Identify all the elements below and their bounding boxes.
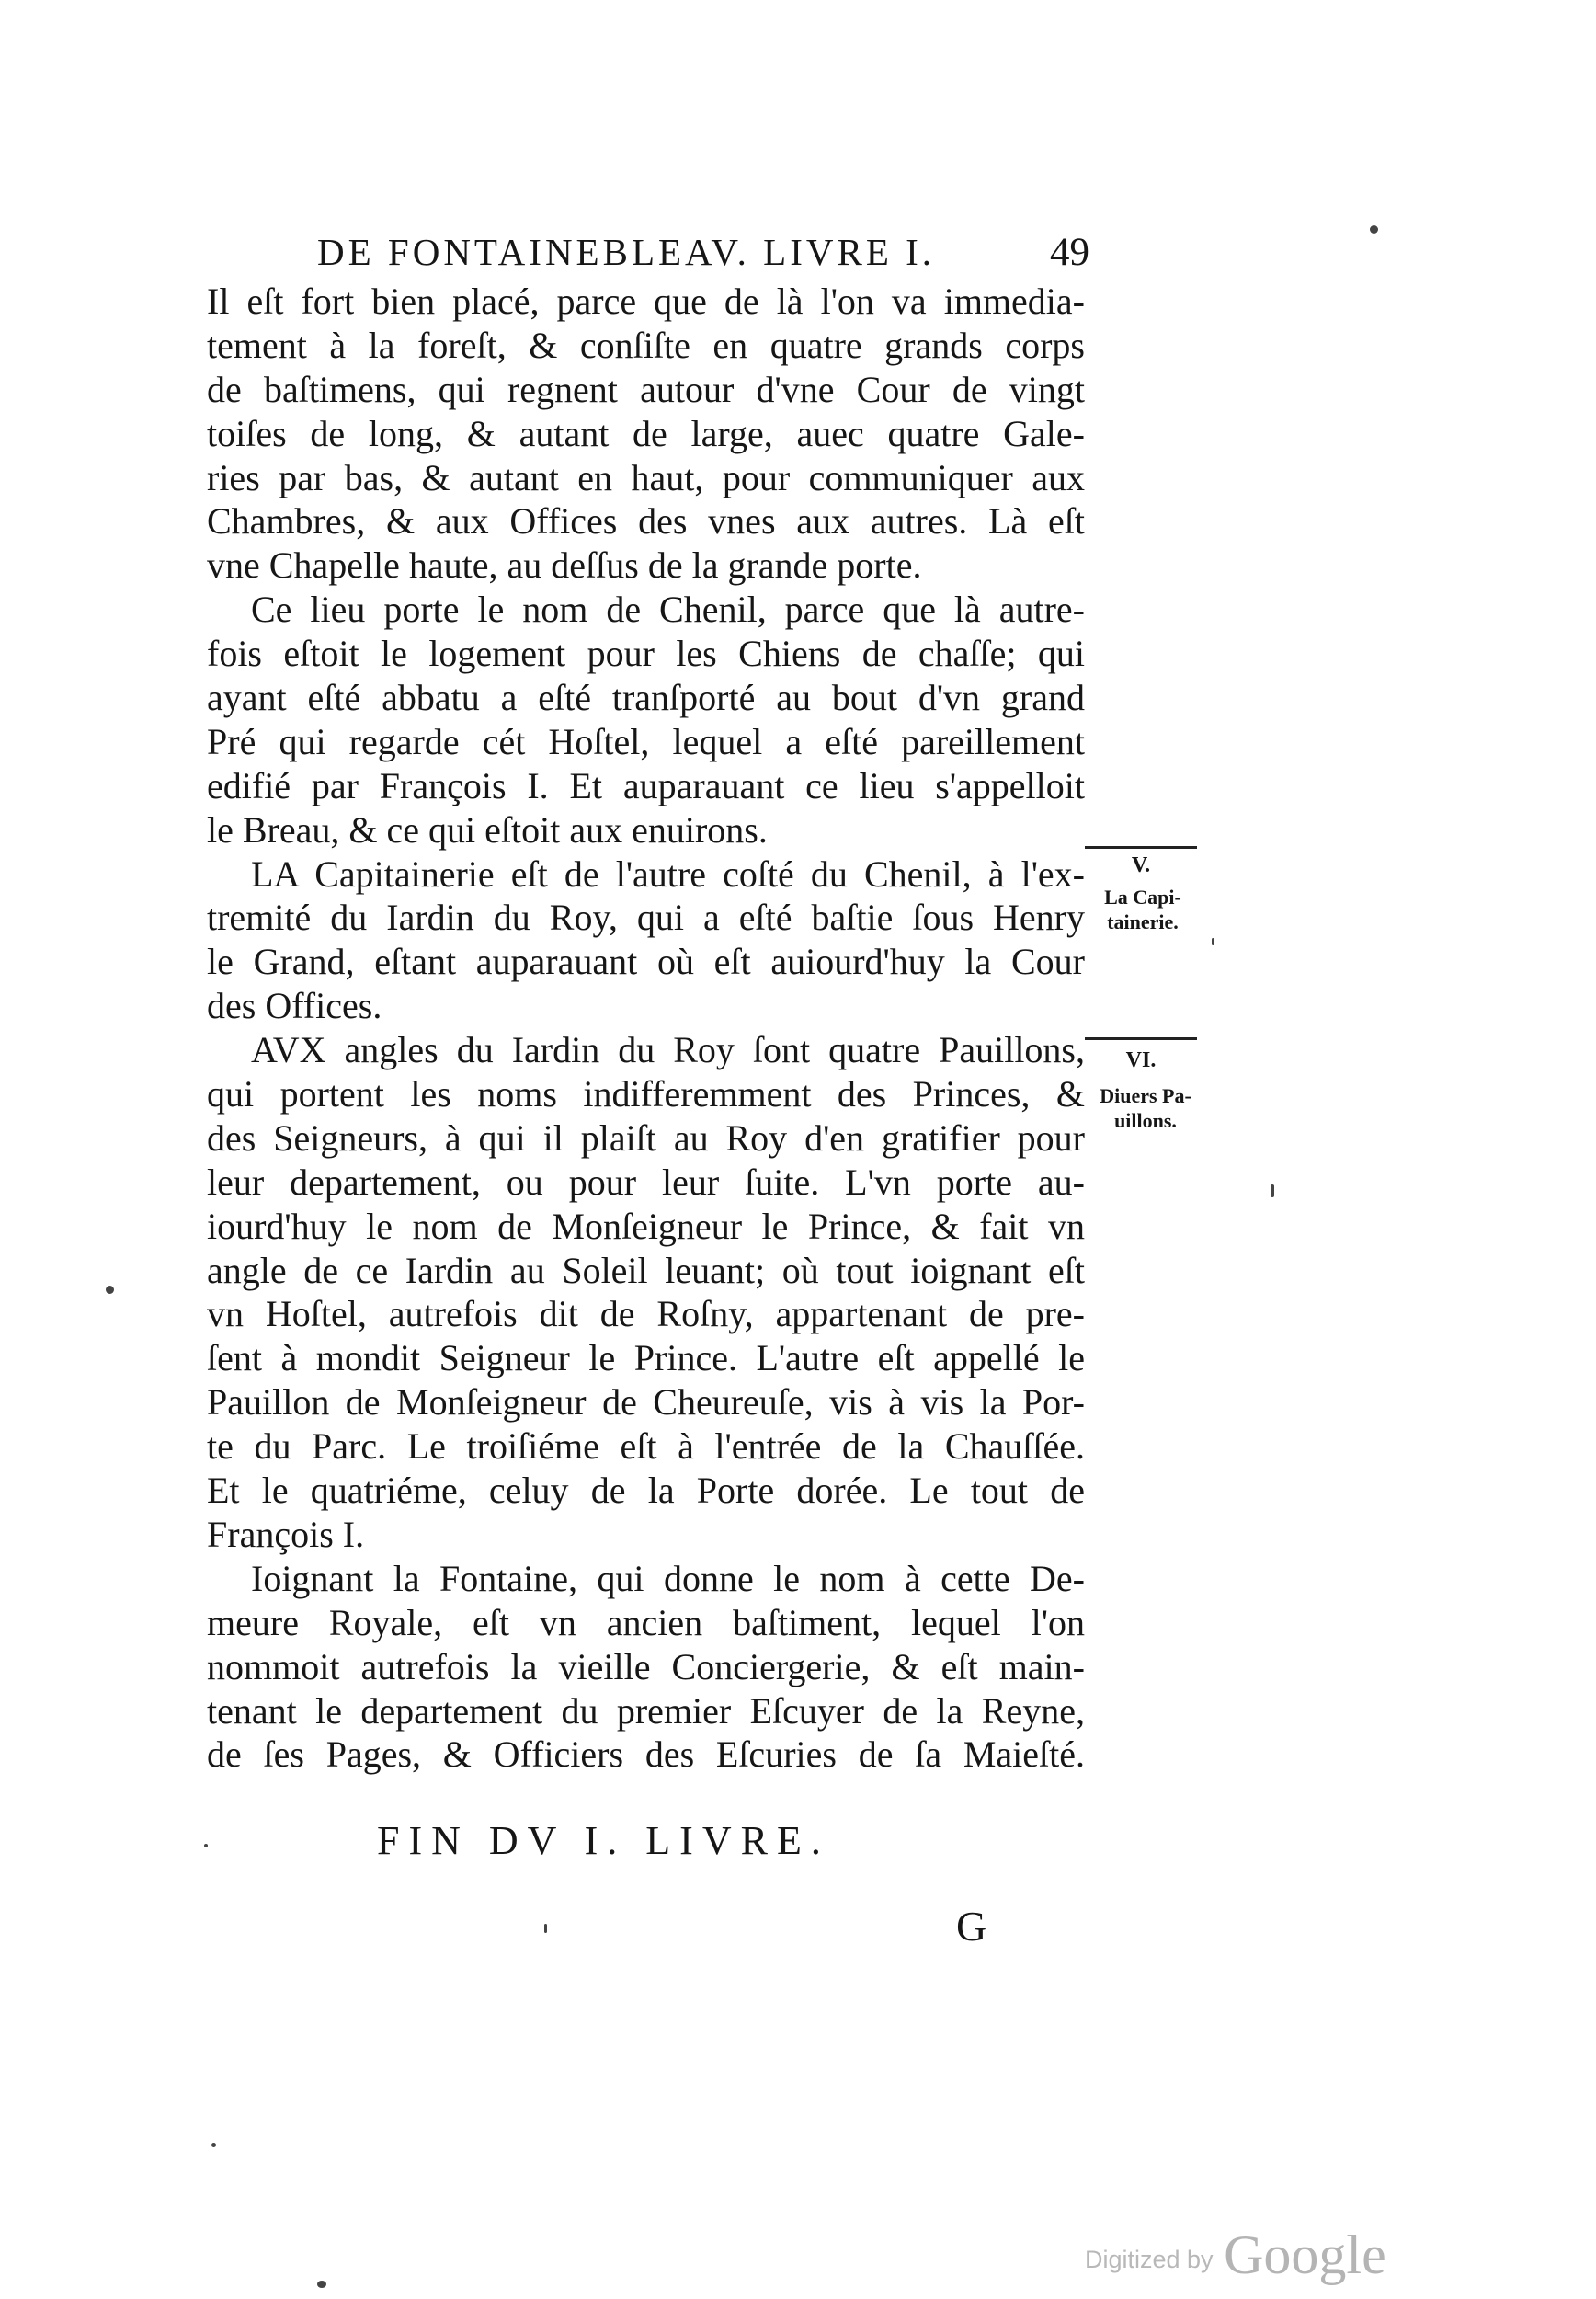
watermark-brand: Google xyxy=(1224,2225,1386,2285)
text-line: François I. xyxy=(207,1513,365,1555)
text-line: des Offices. xyxy=(207,985,382,1027)
text-line: te du Parc. Le troiſiéme eſt à l'entrée de la Chauſſée. xyxy=(207,1425,1085,1468)
margin-rule xyxy=(1085,1037,1197,1040)
text-line: nommoit autrefois la vieille Conciergerie, & eſt main- xyxy=(207,1645,1085,1687)
running-title: DE FONTAINEBLEAV. LIVRE I. xyxy=(317,231,936,273)
text-line: Et le quatriéme, celuy de la Porte dorée. Le tout de xyxy=(207,1470,1085,1512)
text-line: vne Chapelle haute, au deſſus de la grande porte. xyxy=(207,544,922,587)
text-line: Pré qui regarde cét Hoſtel, lequel a eſté pareillement xyxy=(207,720,1085,762)
digitized-watermark xyxy=(1085,2224,1386,2287)
text-line: ſent à mondit Seigneur le Prince. L'autre eſt appellé le xyxy=(207,1337,1085,1379)
text-line: Chambres, & aux Offices des vnes aux autres. Là eſt xyxy=(207,500,1085,543)
margin-note-number: VI. xyxy=(1125,1048,1157,1072)
page-number: 49 xyxy=(1050,231,1089,274)
text-line: meure Royale, eſt vn ancien baſtiment, lequel l'on xyxy=(207,1601,1085,1643)
ink-speck xyxy=(544,1924,547,1933)
text-line: LA Capitainerie eſt de l'autre coſté du Chenil, à l'ex- xyxy=(251,852,1085,895)
body-text xyxy=(207,280,1085,1777)
margin-note-text: Diuers Pa- uillons. xyxy=(1100,1084,1191,1132)
ink-speck xyxy=(106,1286,114,1294)
margin-note-number: V. xyxy=(1131,853,1151,877)
text-line: edifié par François I. Et auparauant ce lieu s'appelloit xyxy=(207,764,1085,806)
ink-speck xyxy=(317,2281,326,2288)
margin-note-text: La Capi- tainerie. xyxy=(1104,886,1181,933)
text-line: qui portent les noms indifferemment des Princes, & xyxy=(207,1073,1085,1115)
text-line: ries par bas, & autant en haut, pour communiquer aux xyxy=(207,456,1085,498)
text-line: angle de ce Iardin au Soleil leuant; où tout ioignant eſt xyxy=(207,1249,1085,1291)
text-line: tremité du Iardin du Roy, qui a eſté baſtie ſous Henry xyxy=(207,897,1085,939)
margin-note xyxy=(1085,885,1201,934)
ink-speck xyxy=(1271,1184,1274,1197)
text-line: vn Hoſtel, autrefois dit de Roſny, appartenant de pre- xyxy=(207,1293,1085,1335)
ink-speck xyxy=(211,2143,216,2147)
text-line: fois eſtoit le logement pour les Chiens de chaſſe; qui xyxy=(207,633,1085,675)
text-line: Ioignant la Fontaine, qui donne le nom à cette De- xyxy=(251,1557,1085,1599)
ink-speck xyxy=(1212,938,1214,945)
text-line: le Grand, eſtant auparauant où eſt auiourd'huy la Cour xyxy=(207,941,1085,983)
text-line: tenant le departement du premier Eſcuyer de la Reyne, xyxy=(207,1689,1085,1732)
text-line: des Seigneurs, à qui il plaiſt au Roy d'en gratifier pour xyxy=(207,1116,1085,1159)
text-line: toiſes de long, & autant de large, auec quatre Gale- xyxy=(207,412,1085,454)
ink-speck xyxy=(1370,225,1378,234)
text-line: AVX angles du Iardin du Roy ſont quatre Pauillons, xyxy=(251,1029,1085,1071)
signature-mark: G xyxy=(956,1903,987,1950)
text-line: de baſtimens, qui regnent autour d'vne Cour de vingt xyxy=(207,368,1085,410)
margin-rule xyxy=(1085,846,1197,849)
ink-speck xyxy=(204,1844,208,1847)
text-line: le Breau, & ce qui eſtoit aux enuirons. xyxy=(207,808,768,851)
margin-note xyxy=(1085,1083,1206,1133)
text-line: tement à la foreſt, & conſiſte en quatre grands corps xyxy=(207,324,1085,366)
end-of-book-heading: FIN DV I. LIVRE. xyxy=(377,1818,830,1863)
running-head xyxy=(317,230,1089,281)
text-line: de ſes Pages, & Officiers des Eſcuries de ſa Maieſté. xyxy=(207,1733,1085,1776)
text-line: leur departement, ou pour leur ſuite. L'vn porte au- xyxy=(207,1161,1085,1203)
text-line: Ce lieu porte le nom de Chenil, parce que là autre- xyxy=(251,589,1085,631)
text-line: ayant eſté abbatu a eſté tranſporté au bout d'vn grand xyxy=(207,677,1085,719)
watermark-prefix: Digitized by xyxy=(1085,2246,1214,2273)
text-line: Il eſt fort bien placé, parce que de là l'on va immedia- xyxy=(207,280,1085,322)
text-line: iourd'huy le nom de Monſeigneur le Prince, & fait vn xyxy=(207,1205,1085,1247)
text-line: Pauillon de Monſeigneur de Cheureuſe, vis à vis la Por- xyxy=(207,1381,1085,1424)
